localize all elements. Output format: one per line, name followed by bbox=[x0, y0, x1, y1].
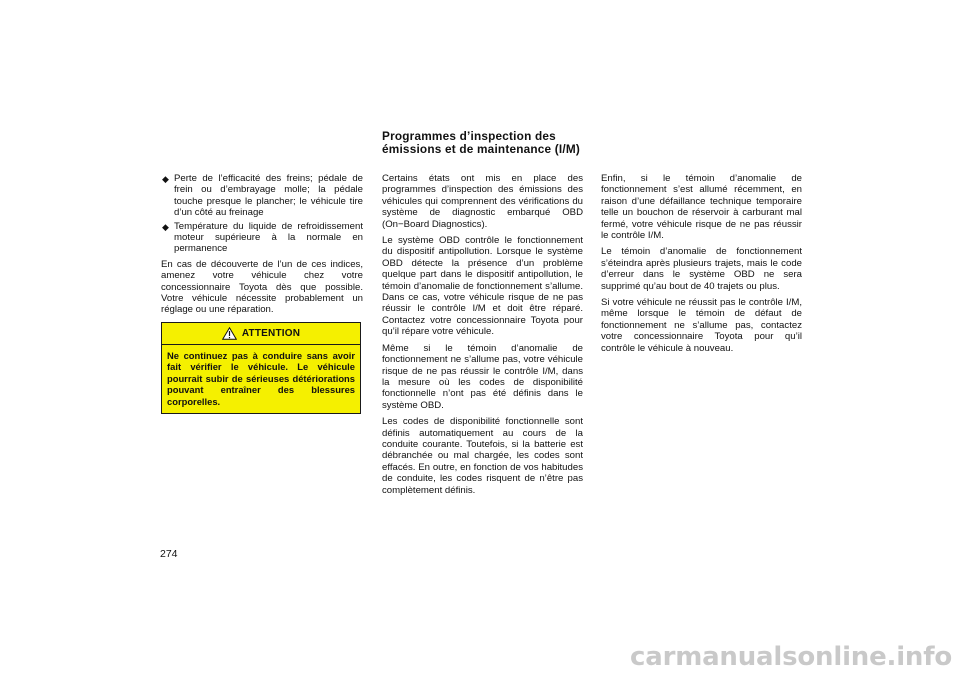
section-heading: Programmes d’inspection des émissions et de maintenance (I/M) bbox=[382, 129, 581, 156]
attention-box bbox=[161, 322, 361, 414]
paragraph: Si votre véhicule ne réussit pas le contrôle I/M, même lorsque le témoin de défaut de fonctionnement ne s’allume pas, contactez votre concessionnaire Toyota pour qu’il contrôle le véhicule à nouveau. bbox=[601, 297, 802, 354]
paragraph: Même si le témoin d’anomalie de fonctionnement ne s’allume pas, votre véhicule risque de ne pas réussir le contrôle I/M, dans la mesure où les codes de disponibilité fonctionnelle n’ont pas été définis dans le système OBD. bbox=[382, 342, 583, 411]
paragraph: Les codes de disponibilité fonctionnelle sont définis automatiquement au cours de la conduite courante. Toutefois, si la batterie est débranchée ou mal chargée, les codes sont effacés. En outre, en fonction de vos habitudes de conduite, les codes risquent de n’être pas complètement définis. bbox=[382, 416, 583, 496]
paragraph: Le système OBD contrôle le fonctionnement du dispositif antipollution. Lorsque le système OBD détecte la présence d’un problème quelque part dans le dispositif antipollution, le témoin d’anomalie de fonctionnement s’allume. Dans ce cas, votre véhicule risque de ne pas réussir le contrôle I/M et doit être réparé. Contactez votre concessionnaire Toyota pour qu’il répare votre véhicule. bbox=[382, 235, 583, 338]
diamond-bullet-icon: ◆ bbox=[162, 221, 169, 232]
attention-title: ATTENTION bbox=[241, 327, 301, 339]
attention-text: Ne continuez pas à conduire sans avoir fait vérifier le véhicule. Le véhicule pourrait subir de sérieuses détériorations pouvant entraîner des blessures corporelles. bbox=[167, 349, 355, 407]
page-number: 274 bbox=[160, 548, 178, 560]
paragraph: Enfin, si le témoin d’anomalie de fonctionnement s’est allumé récemment, en raison d’une défaillance technique temporaire telle un bouchon de réservoir à carburant mal fermé, votre véhicule risque de ne pas réussir le contrôle I/M. bbox=[601, 173, 802, 242]
list-item bbox=[161, 221, 363, 255]
watermark: carmanualsonline.info bbox=[630, 642, 952, 672]
advice-paragraph: En cas de découverte de l’un de ces indices, amenez votre véhicule chez votre concessionnaire Toyota dès que possible. Votre véhicule nécessite probablement un réglage ou une réparation. bbox=[161, 258, 363, 316]
paragraph: Le témoin d’anomalie de fonctionnement s’éteindra après plusieurs trajets, mais le code d’erreur dans le système OBD ne sera supprimé qu’au bout de 40 trajets ou plus. bbox=[601, 246, 802, 292]
right-column bbox=[601, 173, 802, 359]
list-item-text: Perte de l’efficacité des freins; pédale de frein ou d’embrayage molle; la pédale touche presque le plancher; le véhicule tire d’un côté au freinage bbox=[174, 173, 363, 219]
middle-column bbox=[382, 173, 583, 501]
attention-header bbox=[162, 327, 360, 345]
list-item bbox=[161, 173, 363, 219]
symptom-list bbox=[161, 173, 363, 255]
list-item-text: Température du liquide de refroidissement moteur supérieure à la normale en permanence bbox=[174, 220, 363, 255]
paragraph: Certains états ont mis en place des programmes d’inspection des émissions des véhicules qui comprennent des vérifications du système de diagnostic embarqué OBD (On−Board Diagnostics). bbox=[382, 173, 583, 230]
diamond-bullet-icon: ◆ bbox=[162, 174, 169, 184]
warning-triangle-icon bbox=[222, 327, 237, 340]
left-column bbox=[161, 173, 363, 414]
